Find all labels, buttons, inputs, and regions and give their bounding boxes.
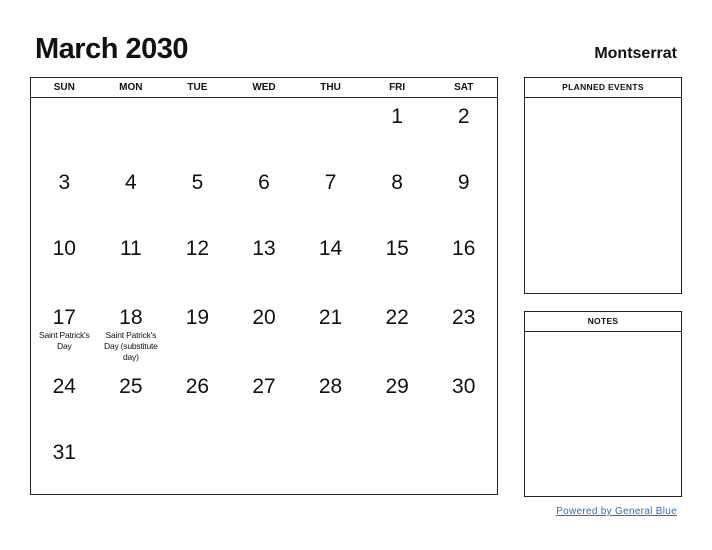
day-cell — [297, 368, 364, 434]
day-number: 19 — [185, 306, 210, 329]
day-cell — [430, 434, 497, 497]
day-number: 15 — [385, 237, 409, 260]
weekday-sat: SAT — [454, 82, 474, 93]
day-number: 12 — [185, 237, 210, 260]
day-number: 30 — [452, 375, 476, 398]
day-number: 3 — [58, 171, 71, 194]
day-number — [231, 98, 298, 105]
week-row — [31, 98, 497, 164]
day-number — [297, 434, 364, 441]
holiday-label: Saint Patrick's Day — [38, 330, 90, 351]
day-cell — [98, 434, 165, 497]
day-number: 16 — [452, 237, 476, 260]
day-cell — [164, 164, 231, 230]
region-name: Montserrat — [594, 45, 677, 62]
day-number: 18 — [119, 306, 143, 329]
day-cell — [164, 230, 231, 299]
day-number: 21 — [318, 306, 343, 329]
day-cell — [364, 164, 431, 230]
day-number: 28 — [318, 375, 343, 398]
day-cell — [364, 434, 431, 497]
day-number: 13 — [252, 237, 276, 260]
day-number: 29 — [385, 375, 409, 398]
day-cell — [297, 230, 364, 299]
day-number: 25 — [119, 375, 143, 398]
day-number: 31 — [52, 441, 76, 464]
day-cell — [164, 299, 231, 368]
planned-events-heading: PLANNED EVENTS — [525, 78, 681, 98]
day-number — [98, 434, 165, 441]
weekday-fri: FRI — [389, 82, 406, 93]
day-number: 1 — [391, 105, 403, 128]
day-number: 10 — [52, 237, 76, 260]
day-cell — [98, 230, 165, 299]
day-cell — [31, 299, 98, 368]
day-number — [31, 98, 98, 105]
weekday-header-row — [31, 78, 497, 98]
weekday-tue: TUE — [187, 82, 208, 93]
day-cell — [31, 434, 98, 497]
day-cell — [231, 434, 298, 497]
day-number: 23 — [452, 306, 476, 329]
day-number: 20 — [252, 306, 276, 329]
holiday-label: Saint Patrick's Day (substitute day) — [104, 330, 158, 362]
day-number — [364, 434, 431, 441]
day-number: 8 — [391, 171, 403, 194]
day-number: 11 — [119, 237, 142, 260]
day-number: 22 — [385, 306, 409, 329]
weekday-wed: WED — [252, 82, 276, 93]
weekday-sun: SUN — [53, 82, 75, 93]
day-number: 5 — [191, 171, 204, 194]
day-cell — [31, 98, 98, 164]
day-number — [231, 434, 298, 441]
month-calendar-grid — [30, 77, 498, 495]
calendar-title: March 2030 — [35, 33, 188, 65]
day-cell — [430, 98, 497, 164]
day-cell — [430, 368, 497, 434]
day-cell — [364, 98, 431, 164]
day-cell — [364, 230, 431, 299]
day-cell — [364, 299, 431, 368]
day-cell — [231, 368, 298, 434]
day-number: 4 — [125, 171, 137, 194]
weekday-thu: THU — [320, 82, 341, 93]
day-cell — [98, 368, 165, 434]
day-cell — [231, 230, 298, 299]
day-cell — [231, 98, 298, 164]
notes-heading: NOTES — [525, 312, 681, 332]
day-number: 17 — [52, 306, 76, 329]
calendar-weeks — [31, 98, 497, 497]
day-cell — [231, 164, 298, 230]
day-cell — [297, 98, 364, 164]
weekday-mon: MON — [119, 82, 143, 93]
powered-by-link[interactable]: Powered by General Blue — [556, 506, 677, 517]
week-row — [31, 299, 497, 368]
day-number: 26 — [185, 375, 210, 398]
day-cell — [430, 164, 497, 230]
day-number: 2 — [457, 105, 470, 128]
day-cell — [98, 164, 165, 230]
day-cell — [31, 230, 98, 299]
week-row — [31, 434, 497, 497]
day-cell — [31, 368, 98, 434]
day-number — [430, 434, 497, 441]
day-number — [98, 98, 165, 105]
week-row — [31, 368, 497, 434]
day-cell — [364, 368, 431, 434]
day-cell — [430, 230, 497, 299]
day-number: 9 — [457, 171, 470, 194]
notes-box — [524, 311, 682, 497]
day-cell — [297, 299, 364, 368]
day-cell — [297, 434, 364, 497]
day-number — [164, 98, 231, 105]
day-cell — [98, 299, 165, 368]
day-cell — [98, 98, 165, 164]
day-number: 7 — [324, 171, 337, 194]
day-cell — [164, 434, 231, 497]
day-cell — [430, 299, 497, 368]
day-cell — [164, 98, 231, 164]
day-cell — [297, 164, 364, 230]
day-number — [297, 98, 364, 105]
day-number: 6 — [258, 171, 270, 194]
day-cell — [231, 299, 298, 368]
day-number: 14 — [318, 237, 343, 260]
day-cell — [31, 164, 98, 230]
day-cell — [164, 368, 231, 434]
week-row — [31, 230, 497, 299]
day-number: 27 — [252, 375, 276, 398]
day-number — [164, 434, 231, 441]
week-row — [31, 164, 497, 230]
planned-events-box — [524, 77, 682, 294]
day-number: 24 — [52, 375, 76, 398]
